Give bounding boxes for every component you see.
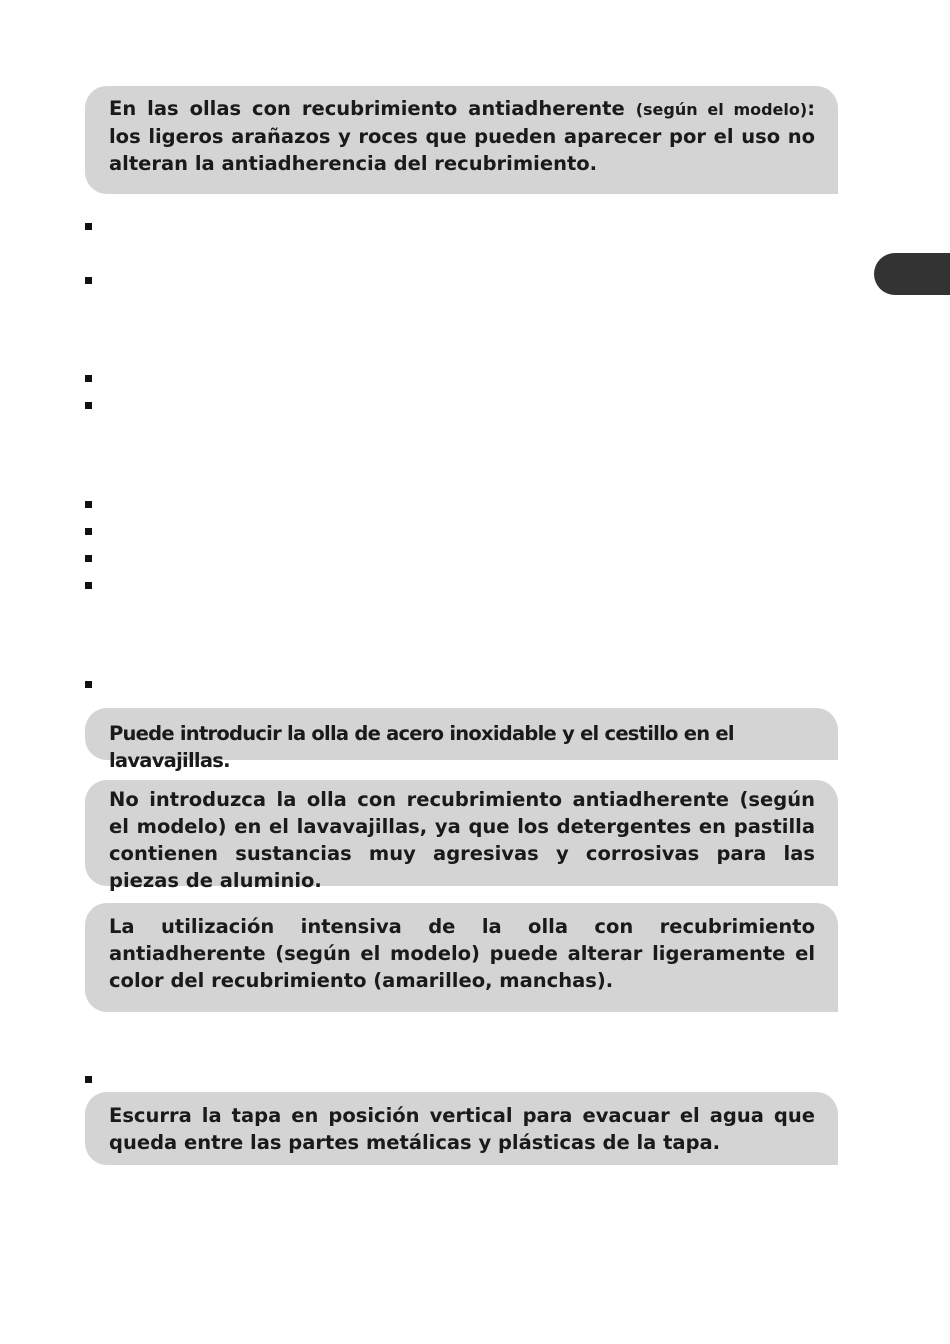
bullet-6: [85, 528, 92, 535]
note-drain-lid-text: Escurra la tapa en posición vertical para evacuar el agua que queda entre las partes metálicas y plásticas de la tapa.: [109, 1104, 815, 1154]
bullet-1: [85, 223, 92, 230]
bullet-7: [85, 555, 92, 562]
bullet-9: [85, 681, 92, 688]
note-dishwasher-no-text: No introduzca la olla con recubrimiento antiadherente (según el modelo) en el lavavajillas, ya que los detergentes en pastilla contienen sustancias muy agresivas y corrosivas para las piezas de aluminio.: [109, 788, 815, 892]
note-color-change: [85, 903, 838, 1012]
note-nonstick-rest: : los ligeros arañazos y roces que pueden aparecer por el uso no alteran la antiadherencia del recubrimiento.: [109, 97, 816, 175]
section-tab-marker: [874, 253, 950, 295]
bullet-10: [85, 1076, 92, 1083]
note-dishwasher-no: [85, 780, 838, 892]
note-nonstick-scratches: [85, 86, 838, 194]
note-drain-lid: [85, 1092, 838, 1165]
note-dishwasher-ok: [85, 708, 838, 772]
bullet-4: [85, 402, 92, 409]
note-dishwasher-ok-text: Puede introducir la olla de acero inoxidable y el cestillo en el lavavajillas.: [109, 722, 734, 772]
bullet-3: [85, 375, 92, 382]
note-nonstick-aside: (según el modelo): [635, 100, 808, 119]
bullet-5: [85, 501, 92, 508]
bullet-8: [85, 582, 92, 589]
note-color-change-text: La utilización intensiva de la olla con recubrimiento antiadherente (según el modelo) puede alterar ligeramente el color del recubrimiento (amarilleo, manchas).: [109, 915, 815, 992]
note-nonstick-lead: En las ollas con recubrimiento antiadherente: [109, 97, 625, 120]
bullet-2: [85, 277, 92, 284]
